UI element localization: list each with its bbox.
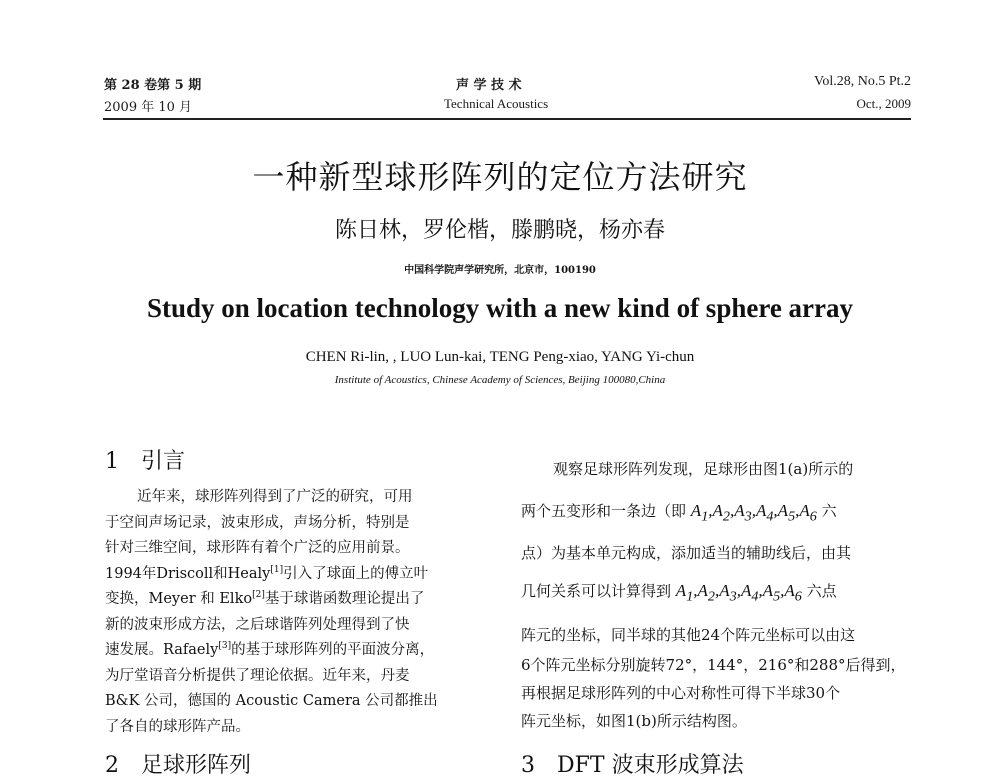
paragraph-line: 近年来，球形阵列得到了广泛的研究，可用 (137, 489, 413, 505)
paragraph-line: 为厅堂语音分析提供了理论依据。近年来，丹麦 (105, 667, 410, 684)
date-zh: 2009 年 10 月 (104, 100, 193, 115)
intro-paragraph (105, 485, 475, 740)
citation-ref[interactable]: [1] (270, 564, 284, 575)
volume-issue-zh: 第 28 卷第 5 期 (104, 78, 202, 93)
section-heading-introduction: 1 引言 (105, 449, 185, 474)
paragraph-line: 再根据足球形阵列的中心对称性可得下半球30个 (521, 684, 841, 702)
paragraph-line: 速发展。Rafaely[3]的基于球形阵列的平面波分离， (105, 641, 435, 658)
paragraph-line: B&K 公司，德国的 Acoustic Camera 公司都推出 (105, 693, 438, 709)
paper-title-zh: 一种新型球形阵列的定位方法研究 (252, 158, 748, 196)
paragraph-line: 1994年Driscoll和Healy[1]引入了球面上的傅立叶 (105, 564, 429, 582)
section-heading-array: 2 足球形阵列 (105, 753, 251, 778)
paragraph-line: 新的波束形成方法，之后球谐阵列处理得到了快 (105, 616, 410, 633)
date-en: Oct., 2009 (856, 96, 911, 111)
paragraph-line: 针对三维空间，球形阵有着个广泛的应用前景。 (105, 540, 410, 556)
paragraph-line: 阵元的坐标，同半球的其他24个阵元坐标可以由这 (521, 626, 856, 644)
authors-zh: 陈日林，罗伦楷，滕鹏晓，杨亦春 (334, 218, 665, 243)
affiliation-en: Institute of Acoustics, Chinese Academy of Sciences, Beijing 100080,China (334, 374, 666, 386)
paragraph-line: 变换，Meyer 和 Elko[2]基于球谐函数理论提出了 (105, 590, 425, 607)
affiliation-zh: 中国科学院声学研究所，北京市，100190 (404, 265, 596, 276)
paragraph-line: 于空间声场记录，波束形成，声场分析，特别是 (105, 514, 410, 531)
paper-title-en: Study on location technology with a new kind of sphere array (146, 293, 854, 323)
volume-issue-en: Vol.28, No.5 Pt.2 (814, 74, 911, 89)
authors-en: CHEN Ri-lin, , LUO Lun-kai, TENG Peng-xiao, YANG Yi-chun (305, 349, 695, 365)
journal-name-en: Technical Acoustics (444, 96, 549, 111)
paragraph-line: 几何关系可以计算得到 $A_1,A_2,A_3,A_4,A_5,A_6$ 六点 (521, 581, 837, 605)
paragraph-line: 了各自的球形阵产品。 (105, 718, 250, 735)
paragraph-line: 两个五变形和一条边（即 $A_1,A_2,A_3,A_4,A_5,A_6$ 六 (521, 501, 837, 525)
journal-name-zh: 声 学 技 术 (456, 78, 522, 93)
citation-ref[interactable]: [2] (252, 590, 265, 600)
section-heading-dft: 3 DFT 波束形成算法 (521, 753, 744, 778)
paragraph-line: 观察足球形阵列发现，足球形由图1(a)所示的 (553, 460, 854, 478)
paragraph-line: 阵元坐标，如图1(b)所示结构图。 (521, 712, 747, 730)
citation-ref[interactable]: [3] (218, 641, 232, 651)
header-rule (103, 118, 911, 120)
paragraph-line: 点）为基本单元构成，添加适当的辅助线后，由其 (521, 544, 852, 562)
paragraph-line: 6个阵元坐标分别旋转72°，144°，216°和288°后得到， (521, 656, 906, 674)
